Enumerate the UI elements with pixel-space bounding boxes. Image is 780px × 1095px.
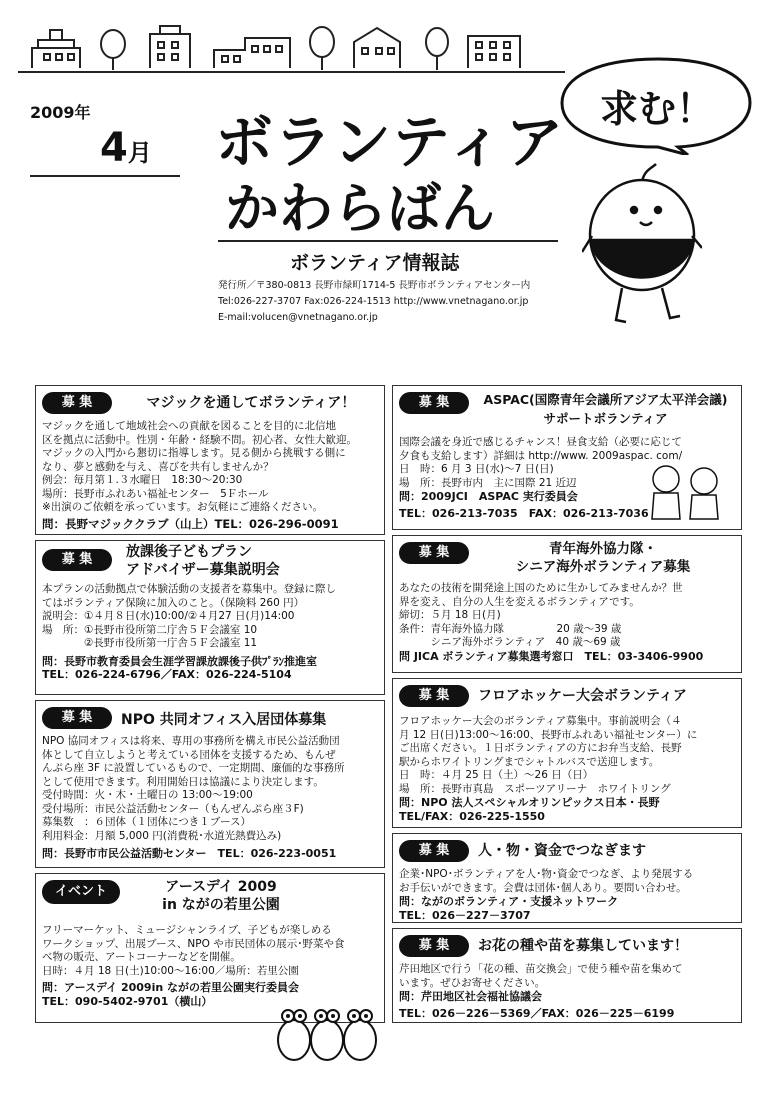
title-line: サポートボランティア: [543, 411, 668, 426]
body-line: てはボランティア保険に加入のこと。（保険料 260 円）: [42, 596, 305, 609]
body-line: あなたの技術を開発途上国のために生かしてみませんか？世: [399, 582, 683, 594]
title-line: in ながの若里公園: [162, 897, 280, 913]
notice-title: [473, 390, 738, 428]
category-tag: 募 集: [399, 840, 469, 862]
body-line: 日 時：6 月 3 日(水)～7 日(日): [399, 463, 554, 475]
category-tag: 募 集: [399, 392, 469, 414]
notice-title: マジックを通してボランティア！: [146, 395, 356, 411]
notice-body: [399, 868, 737, 922]
category-tag: 募 集: [42, 392, 112, 414]
category-tag: 募 集: [399, 935, 469, 957]
title-line: アドバイザー募集説明会: [126, 562, 280, 578]
title-underline: [218, 240, 558, 242]
body-line: お手伝いができます。会費は団体･個人あり。要問い合わせ。: [399, 881, 687, 894]
title-line: 放課後子どもプラン: [126, 544, 252, 560]
contact-line: 問：ながのボランティア・支援ネットワーク: [399, 895, 619, 908]
title-line: 青年海外協力隊・: [549, 541, 657, 557]
body-line: 受付場所：市民公益活動センター（もんぜんぷら座３F): [42, 802, 304, 815]
body-line: シニア海外ボランティア 40 歳～69 歳: [399, 636, 621, 648]
body-line: 本プランの活動拠点で体験活動の支援者を募集中。登録に際し: [42, 583, 336, 595]
contact-line: 問：2009JCI ASPAC 実行委員会: [399, 490, 578, 503]
body-line: 月 12 日(日)13:00～16:00、長野市ふれあい福祉センター）に: [399, 728, 698, 741]
header-divider: [30, 175, 180, 177]
notice-title: NPO 共同オフィス入居団体募集: [121, 712, 327, 728]
body-line: マジックを通して地域社会への貢献を図ることを目的に北信地: [42, 420, 336, 432]
contact-line: TEL：026－227－3707: [399, 908, 531, 922]
contact-line: TEL：026－226－5369／FAX：026－225－6199: [399, 1006, 675, 1020]
contact-line: 問：長野市教育委員会生涯学習課放課後子供ﾌﾟﾗﾝ推進室: [42, 654, 317, 668]
body-line: べ物の販売、アートコーナーなどを開催。: [42, 951, 241, 963]
notice-title: [478, 540, 728, 576]
body-line: マジックの入門から懇切に指導します。見る側から挑戦する側に: [42, 447, 346, 459]
body-line: 夕食も支給します）詳細は http://www. 2009aspac. com/: [399, 449, 683, 462]
publisher-address: 発行所／〒380-0813 長野市緑町1714-5 長野市ボランティアセンター内: [218, 280, 531, 291]
notice-npo-office: [35, 700, 385, 868]
publisher-email: E-mail:volucen@vnetnagano.or.jp: [218, 312, 378, 323]
notice-title: [146, 878, 296, 914]
notice-body: [42, 420, 380, 531]
body-line: 利用料金：月額 5,000 円(消費税･水道光熱費込み): [42, 829, 282, 842]
body-line: んぷら座 3F に設置しているもので、一定期間、廉価的な事務所: [42, 762, 345, 774]
title-line: ASPAC(国際青年会議所アジア太平洋会議): [483, 392, 728, 407]
month-number: 4: [100, 125, 128, 171]
category-tag: イベント: [42, 880, 120, 904]
body-line: 締切：５月 18 日(月): [399, 609, 501, 621]
notice-support-network: [392, 833, 742, 923]
masthead-subtitle: ボランティア情報誌: [290, 252, 460, 274]
notice-body: [42, 735, 380, 861]
body-line: ワークショップ、出展ブース、NPO や市民団体の展示･野菜や食: [42, 937, 345, 950]
contact-line: TEL：026-213-7035 FAX：026-213-7036: [399, 506, 649, 520]
category-tag: 募 集: [42, 549, 112, 571]
category-tag: 募 集: [399, 542, 469, 564]
contact-line: 問：NPO 法人スペシャルオリンピックス日本・長野: [399, 796, 660, 809]
notice-floor-hockey: [392, 678, 742, 828]
notice-body: [399, 963, 737, 1020]
body-line: 国際会議を身近で感じるチャンス！昼食支給（必要に応じて: [399, 436, 682, 448]
notice-after-school-plan: [35, 540, 385, 695]
notice-body: [399, 582, 737, 663]
body-line: 区を拠点に活動中。性別・年齢・経験不問。初心者、女性大歓迎。: [42, 433, 357, 446]
contact-line: 問：芹田地区社会福祉協議会: [399, 990, 542, 1003]
contact-line: 問：長野マジッククラブ（山上）TEL：026-296-0091: [42, 517, 339, 531]
masthead-title-line1: ボランティア: [215, 108, 565, 176]
category-tag: 募 集: [42, 707, 112, 729]
contact-line: 問：アースデイ 2009in ながの若里公園実行委員会: [42, 981, 300, 994]
contact-line: TEL/FAX：026-225-1550: [399, 809, 545, 823]
bubble-text: 求む！: [599, 87, 714, 131]
category-tag: 募 集: [399, 685, 469, 707]
notice-title: [126, 543, 296, 579]
notice-title: 人・物・資金でつなぎます: [478, 843, 646, 859]
masthead-title-line2: かわらばん: [225, 177, 495, 240]
body-line: 場所：長野市ふれあい福祉センター 5Ｆホール: [42, 487, 269, 500]
body-line: 企業･NPO･ボランティアを人･物･資金でつなぎ、より発展する: [399, 868, 694, 880]
children-illustration: [638, 461, 733, 523]
contact-line: 問 JICA ボランティア募集選考窓口 TEL：03-3406-9900: [399, 649, 704, 663]
notice-aspac: [392, 385, 742, 530]
publisher-contact: Tel:026-227-3707 Fax:026-224-1513 http://www.vnetnagano.or.jp: [218, 296, 529, 307]
notice-title: お花の種や苗を募集しています！: [478, 938, 688, 954]
body-line: 芹田地区で行う「花の種、苗交換会」で使う種や苗を集めて: [399, 963, 683, 975]
notice-body: [42, 924, 380, 1008]
month-unit: 月: [127, 139, 152, 167]
body-line: フリーマーケット、ミュージシャンライブ、子どもが楽しめる: [42, 924, 332, 936]
body-line: 日 時：４月 25 日（土）～26 日（日）: [399, 769, 594, 781]
body-line: ※出演のご依頼を承っています。お気軽にご連絡ください。: [42, 501, 323, 513]
body-line: 条件：青年海外協力隊 20 歳～39 歳: [399, 622, 622, 635]
body-line: 日時：４月 18 日(土)10:00～16:00／場所：若里公園: [42, 964, 299, 977]
body-line: 説明会：①４月８日(水)10:00/②４月27 日(月)14:00: [42, 610, 295, 622]
body-line: フロアホッケー大会のボランティア募集中。事前説明会（４: [399, 715, 682, 727]
notice-body: [399, 715, 737, 823]
body-line: として使用できます。利用開始日は協議により決定します。: [42, 775, 324, 788]
contact-line: TEL：090-5402-9701（横山）: [42, 994, 213, 1008]
notice-title: フロアホッケー大会ボランティア: [478, 688, 687, 704]
notice-magic-volunteer: [35, 385, 385, 535]
notice-flower-seeds: [392, 928, 742, 1023]
publisher-info: [218, 278, 530, 326]
title-line: アースデイ 2009: [165, 879, 277, 895]
body-line: なり、夢と感動を与え、喜びを共有しませんか？: [42, 460, 274, 473]
body-line: 例会：毎月第１.３水曜日 18:30～20:30: [42, 474, 243, 486]
body-line: 場 所：長野市内 主に国際 21 近辺: [399, 476, 577, 489]
notice-jica: [392, 535, 742, 673]
body-line: NPO 協同オフィスは将来、専用の事務所を構え市民公益活動団: [42, 735, 340, 747]
issue-month: [100, 125, 152, 171]
body-line: 受付時間：火・木・土曜日の 13:00～19:00: [42, 789, 253, 801]
body-line: ご出席ください。１日ボランティアの方にお弁当支給、長野: [399, 742, 682, 754]
body-line: います。ぜひお寄せください。: [399, 976, 546, 989]
body-line: ②長野市役所第一庁舎５Ｆ会議室 11: [42, 637, 258, 649]
body-line: 体として自立しようと考えている団体を支援するため、もんぜ: [42, 748, 336, 761]
body-line: 募集数 ：６団体（１団体につき１ブース）: [42, 816, 251, 828]
contact-line: TEL：026-224-6796／FAX：026-224-5104: [42, 668, 292, 681]
issue-year: 2009年: [30, 103, 91, 122]
body-line: 場 所：長野市真島 スポーツアリーナ ホワイトリング: [399, 782, 671, 795]
frogs-illustration: [272, 1000, 382, 1070]
contact-line: 問：長野市市民公益活動センター TEL：026-223-0051: [42, 847, 337, 860]
notice-body: [42, 583, 380, 682]
title-line: シニア海外ボランティア募集: [515, 559, 691, 575]
body-line: 場 所：①長野市役所第二庁舎５Ｆ会議室 10: [42, 623, 258, 636]
body-line: 駅からホワイトリングまでシャトルバスで送迎します。: [399, 755, 660, 768]
mascot-illustration: [582, 160, 702, 330]
body-line: 界を変え、自分の人生を変えるボランティアです。: [399, 595, 640, 608]
